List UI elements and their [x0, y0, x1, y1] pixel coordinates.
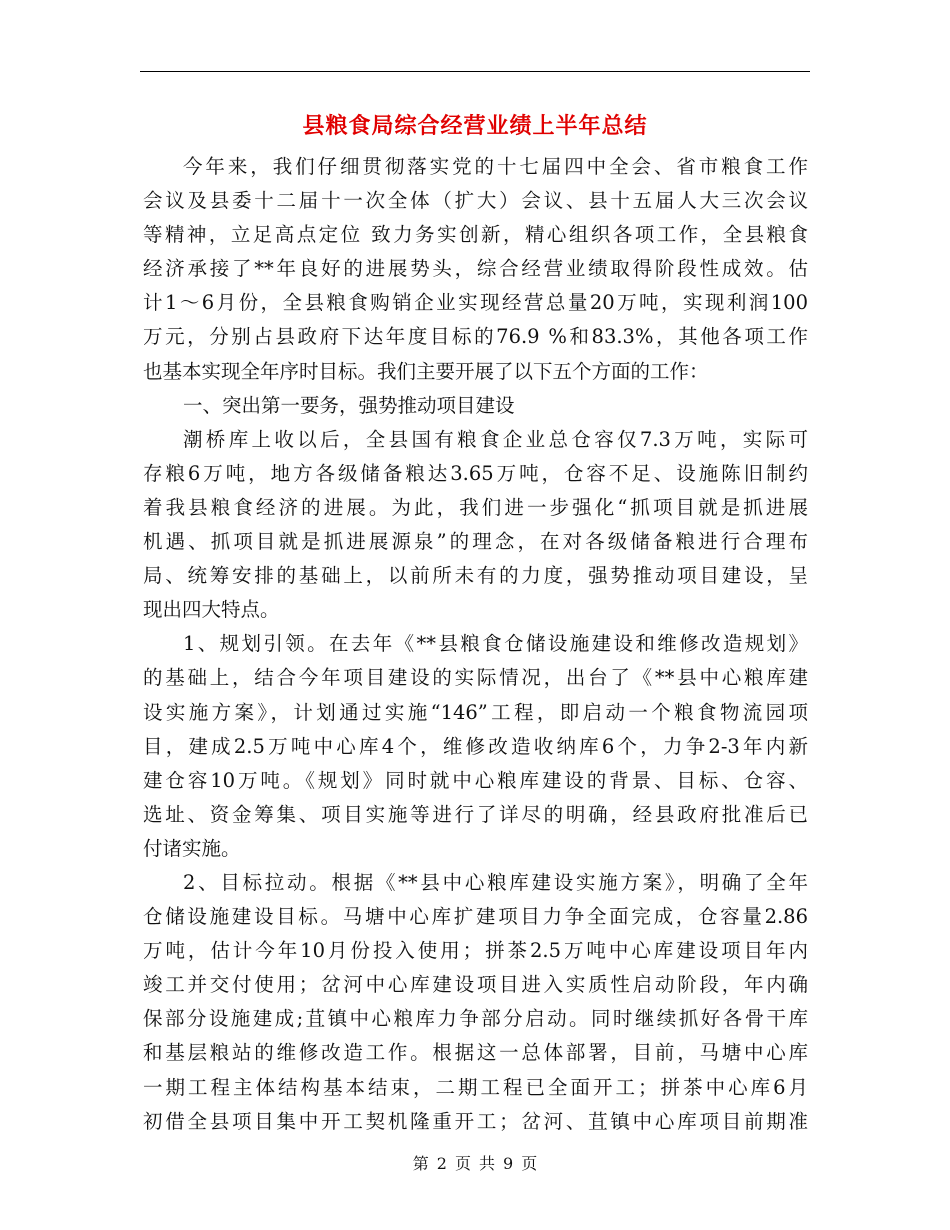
- body-text-line: 一、突出第一要务，强势推动项目建设: [183, 393, 515, 417]
- body-text-line: 竣工并交付使用；岔河中心库建设项目进入实质性启动阶段，年内确: [143, 973, 808, 997]
- body-text-line: 付诸实施。: [143, 836, 241, 860]
- body-text-line: 仓储设施建设目标。马塘中心库扩建项目力争全面完成，仓容量2.86: [143, 905, 808, 929]
- body-text-line: 初借全县项目集中开工契机隆重开工；岔河、苴镇中心库项目前期准: [143, 1109, 808, 1133]
- body-text-line: 着我县粮食经济的进展。为此，我们进一步强化“抓项目就是抓进展: [143, 495, 808, 519]
- body-text-line: 1、规划引领。在去年《**县粮食仓储设施建设和维修改造规划》: [183, 632, 808, 656]
- body-text-line: 保部分设施建成;苴镇中心粮库力争部分启动。同时继续抓好各骨干库: [143, 1007, 808, 1031]
- body-text-line: 目，建成2.5万吨中心库4个，维修改造收纳库6个，力争2-3年内新: [143, 734, 808, 758]
- header-rule: [140, 71, 810, 72]
- body-text-line: 等精神，立足高点定位 致力务实创新，精心组织各项工作，全县粮食: [143, 223, 808, 247]
- body-text-line: 也基本实现全年序时目标。我们主要开展了以下五个方面的工作：: [143, 359, 709, 383]
- document-body: [143, 150, 808, 1139]
- body-text-line: 建仓容10万吨。《规划》同时就中心粮库建设的背景、目标、仓容、: [143, 768, 808, 792]
- footer-label-di: 第: [412, 1154, 429, 1173]
- body-text-line: 机遇、抓项目就是抓进展源泉”的理念，在对各级储备粮进行合理布: [143, 530, 808, 554]
- footer-label-ye: 页: [454, 1154, 471, 1173]
- footer-total-pages: 9: [503, 1154, 514, 1173]
- body-text-line: 万吨，估计今年10月份投入使用；拼茶2.5万吨中心库建设项目年内: [143, 939, 808, 963]
- body-text-line: 经济承接了**年良好的进展势头，综合经营业绩取得阶段性成效。估: [143, 257, 808, 281]
- body-text-line: 设实施方案》，计划通过实施“146”工程，即启动一个粮食物流园项: [143, 700, 808, 724]
- body-text-line: 存粮6万吨，地方各级储备粮达3.65万吨，仓容不足、设施陈旧制约: [143, 461, 808, 485]
- body-text-line: 和基层粮站的维修改造工作。根据这一总体部署，目前，马塘中心库: [143, 1041, 808, 1065]
- body-text-line: 万元，分别占县政府下达年度目标的76.9 %和83.3%，其他各项工作: [143, 325, 808, 349]
- body-text-line: 选址、资金筹集、项目实施等进行了详尽的明确，经县政府批准后已: [143, 802, 808, 826]
- body-text-line: 局、统筹安排的基础上，以前所未有的力度，强势推动项目建设，呈: [143, 564, 808, 588]
- footer-label-gong: 共: [479, 1154, 496, 1173]
- body-text-line: 今年来，我们仔细贯彻落实党的十七届四中全会、省市粮食工作: [183, 155, 808, 178]
- body-text-line: 一期工程主体结构基本结束，二期工程已全面开工；拼茶中心库6月: [143, 1075, 808, 1099]
- body-text-line: 现出四大特点。: [143, 598, 280, 622]
- footer-page-number: 2: [436, 1154, 447, 1173]
- document-title: 县粮食局综合经营业绩上半年总结: [302, 113, 648, 139]
- body-text-line: 会议及县委十二届十一次全体（扩大）会议、县十五届人大三次会议: [143, 189, 808, 213]
- body-text-line: 的基础上，结合今年项目建设的实际情况，出台了《**县中心粮库建: [143, 666, 808, 690]
- body-text-line: 潮桥库上收以后，全县国有粮食企业总仓容仅7.3万吨，实际可: [183, 427, 808, 451]
- body-text-line: 2、目标拉动。根据《**县中心粮库建设实施方案》，明确了全年: [183, 870, 808, 894]
- body-text-line: 计1～6月份，全县粮食购销企业实现经营总量20万吨，实现利润100: [143, 291, 808, 315]
- page-footer: [0, 1152, 950, 1176]
- footer-label-ye-2: 页: [521, 1154, 538, 1173]
